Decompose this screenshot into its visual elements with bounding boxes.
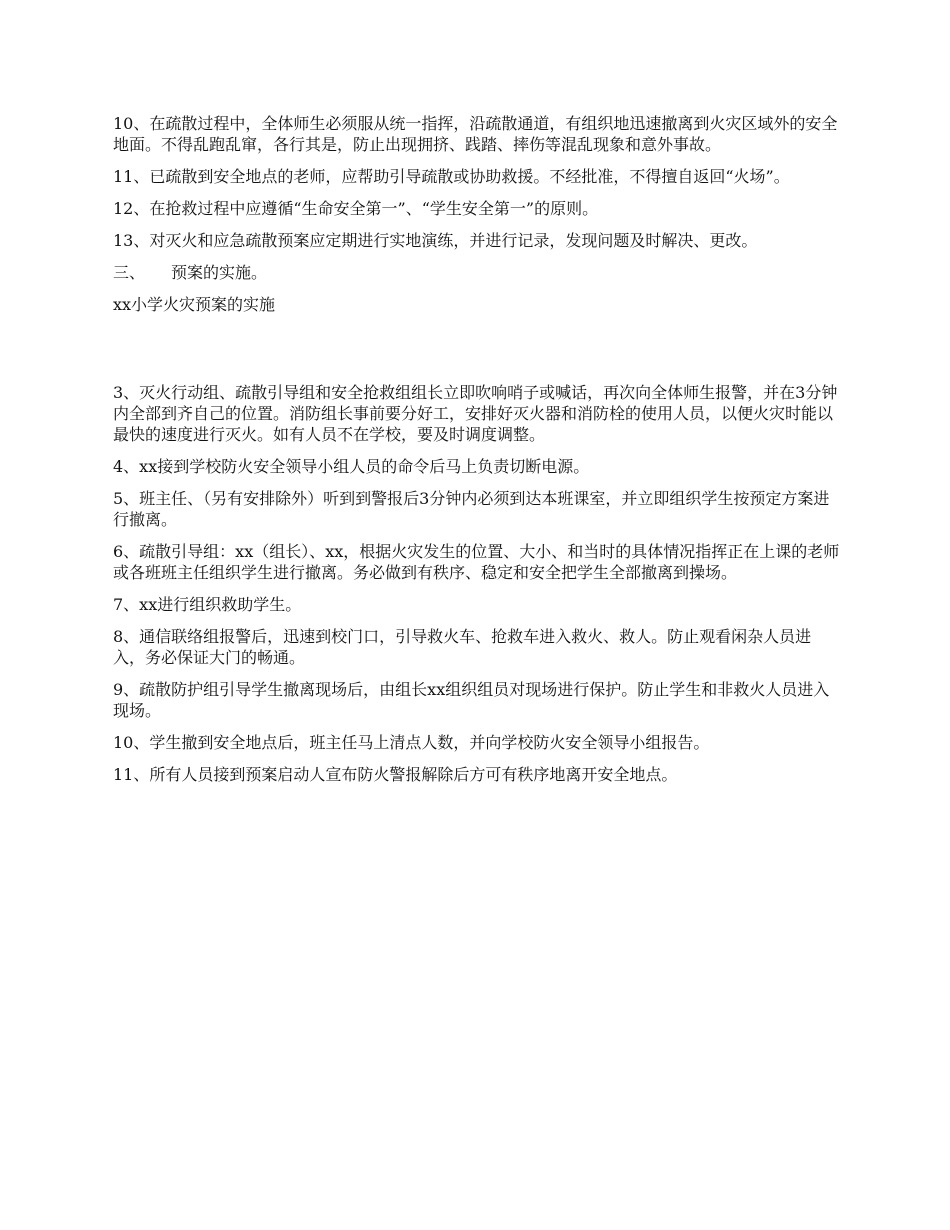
paragraph-9-protection: 9、疏散防护组引导学生撤离现场后，由组长xx组织组员对现场进行保护。防止学生和非救火人员进入现场。: [113, 680, 830, 720]
paragraph-5-teachers: 5、班主任、（另有安排除外）听到到警报后3分钟内必须到达本班课室，并立即组织学生按预定方案进行撤离。: [113, 489, 830, 529]
section-number: 三、: [113, 263, 146, 282]
document-body: [113, 113, 841, 796]
paragraph-11-release: 11、所有人员接到预案启动人宣布防火警报解除后方可有秩序地离开安全地点。: [113, 765, 678, 784]
paragraph-12-principle: 12、在抢救过程中应遵循“生命安全第一”、“学生安全第一”的原则。: [113, 199, 599, 218]
paragraph-11-assist: 11、已疏散到安全地点的老师，应帮助引导疏散或协助救援。不经批准，不得擅自返回“火场”。: [113, 167, 790, 186]
paragraph-8-communication: 8、通信联络组报警后，迅速到校门口，引导救火车、抢救车进入救火、救人。防止观看闲杂人员进入，务必保证大门的畅通。: [113, 627, 812, 667]
section-title: 预案的实施。: [171, 263, 268, 282]
paragraph-3-fire-team: 3、灭火行动组、疏散引导组和安全抢救组组长立即吹响哨子或喊话，再次向全体师生报警，并在3分钟内全部到齐自己的位置。消防组长事前要分好工，安排好灭火器和消防栓的使用人员，以便火灾时能以最快的速度进行灭火。如有人员不在学校，要及时调度调整。: [113, 383, 838, 444]
blank-gap: [113, 326, 841, 382]
paragraph-10-headcount: 10、学生撤到安全地点后，班主任马上清点人数，并向学校防火安全领导小组报告。: [113, 733, 710, 752]
subtitle: xx小学火灾预案的实施: [113, 295, 276, 314]
paragraph-13-drill: 13、对灭火和应急疏散预案应定期进行实地演练，并进行记录，发现问题及时解决、更改。: [113, 231, 758, 250]
paragraph-6-guidance: 6、疏散引导组：xx（组长）、xx，根据火灾发生的位置、大小、和当时的具体情况指挥正在上课的老师或各班班主任组织学生进行撤离。务必做到有秩序、稳定和安全把学生全部撤离到操场。: [113, 542, 840, 582]
paragraph-10-evacuation: 10、在疏散过程中，全体师生必须服从统一指挥，沿疏散通道，有组织地迅速撤离到火灾区域外的安全地面。不得乱跑乱窜，各行其是，防止出现拥挤、践踏、摔伤等混乱现象和意外事故。: [113, 114, 838, 154]
paragraph-4-power: 4、xx接到学校防火安全领导小组人员的命令后马上负责切断电源。: [113, 457, 590, 476]
section-heading: [113, 262, 841, 283]
paragraph-7-rescue: 7、xx进行组织救助学生。: [113, 595, 302, 614]
